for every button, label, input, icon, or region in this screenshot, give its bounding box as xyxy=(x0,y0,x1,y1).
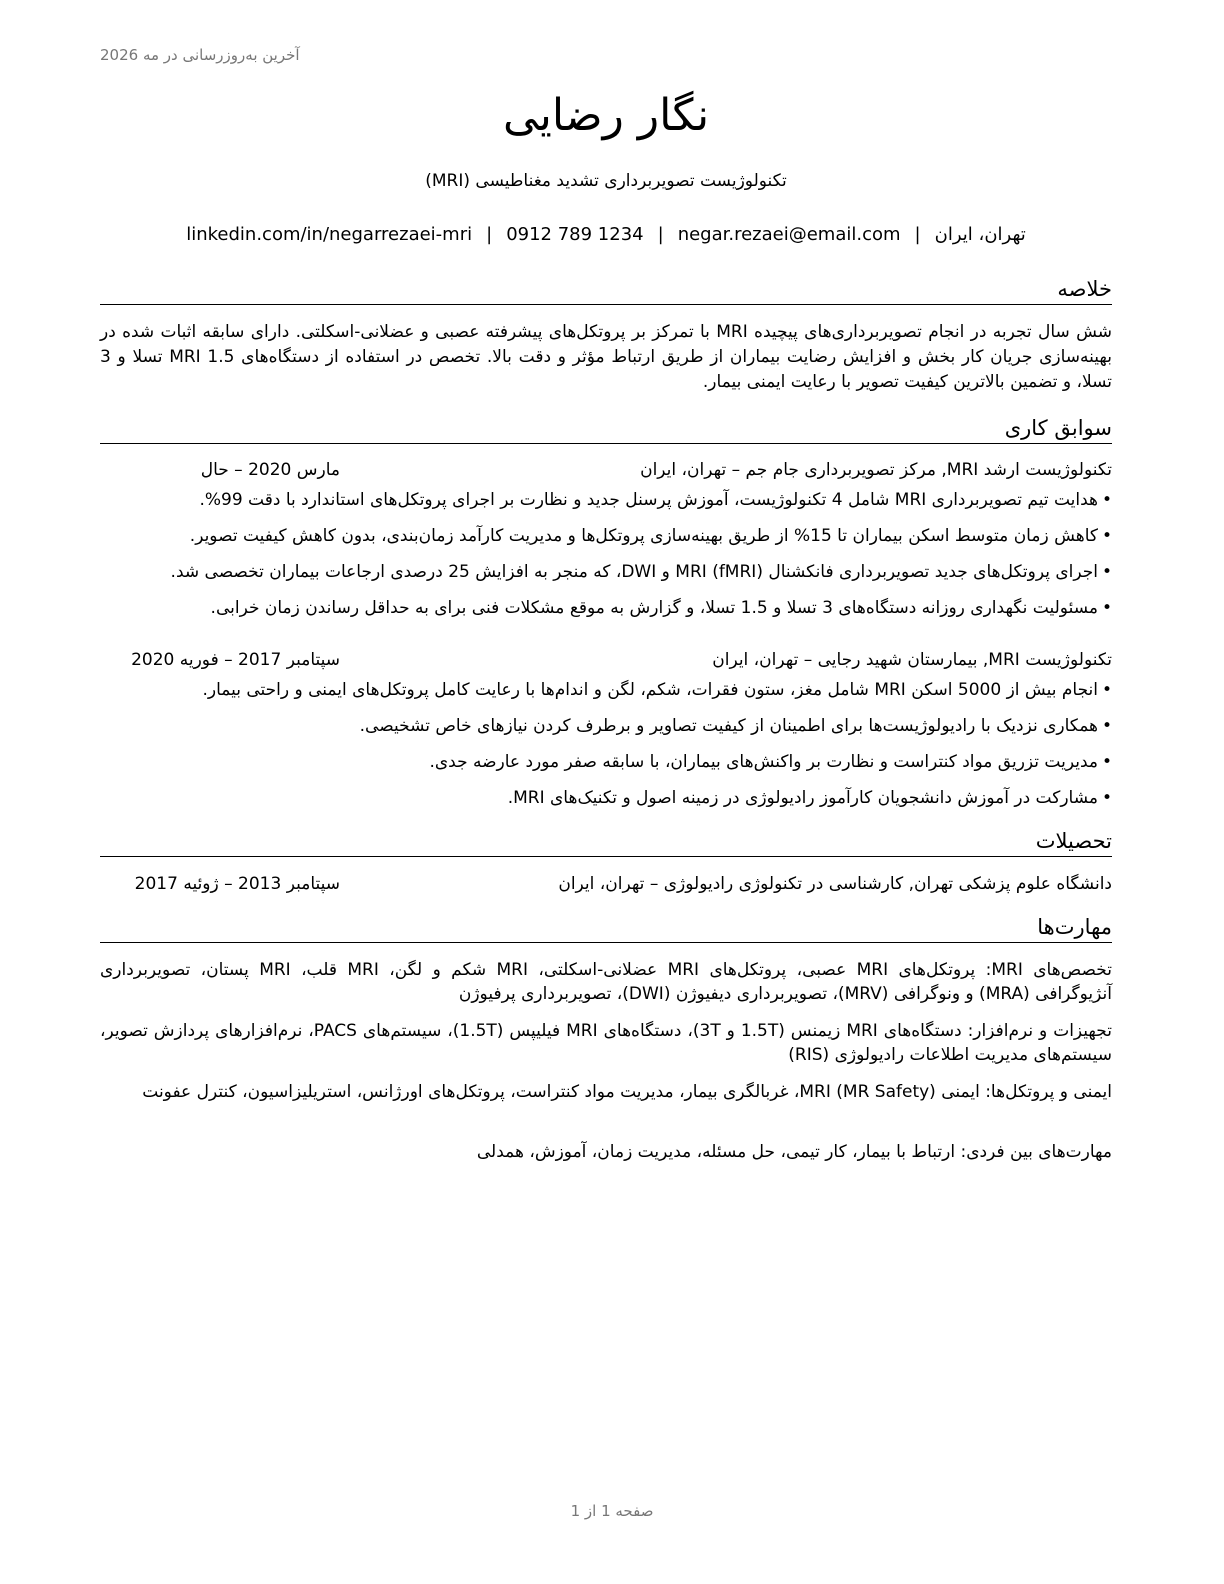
job-bullets xyxy=(94,488,1112,632)
bullet-icon: • xyxy=(1101,490,1112,510)
bullet-text: مسئولیت نگهداری روزانه دستگاه‌های 3 تسلا و 1.5 تسلا، و گزارش به موقع مشکلات فنی برای به حداقل رساندن زمان خرابی. xyxy=(210,598,1098,618)
list-item xyxy=(94,524,1112,560)
contact-separator: | xyxy=(914,224,921,245)
list-item xyxy=(94,786,1112,822)
job-dates: مارس 2020 – حال xyxy=(200,460,340,480)
job-header xyxy=(100,458,1112,482)
summary-text: شش سال تجربه در انجام تصویربرداری‌های پیچیده MRI با تمرکز بر پروتکل‌های پیشرفته عصبی و عضلانی-اسکلتی. دارای سابقه اثبات شده در بهینه‌سازی جریان کار بخش و افزایش رضایت بیماران از طریق ارتباط مؤثر و دقت بالا. تخصص در استفاده از دستگاه‌های MRI 1.5 تسلا و 3 تسلا، و تضمین بالاترین کیفیت تصویر با رعایت ایمنی بیمار. xyxy=(100,322,1112,392)
contact-linkedin[interactable]: linkedin.com/in/negarrezaei-mri xyxy=(186,224,473,245)
section-title-education: تحصیلات xyxy=(100,828,1112,857)
education-dates: سپتامبر 2013 – ژوئیه 2017 xyxy=(134,874,340,894)
contact-line xyxy=(100,224,1112,245)
education-title: دانشگاه علوم پزشکی تهران, کارشناسی در تکنولوژی رادیولوژی – تهران، ایران xyxy=(558,874,1112,894)
bullet-icon: • xyxy=(1101,716,1112,736)
bullet-text: کاهش زمان متوسط اسکن بیماران تا 15% از طریق بهینه‌سازی پروتکل‌ها و مدیریت کارآمد زمان‌بندی، بدون کاهش کیفیت تصویر. xyxy=(189,526,1098,546)
bullet-icon: • xyxy=(1101,788,1112,808)
contact-separator: | xyxy=(657,224,664,245)
last-updated-note: آخرین به‌روزرسانی در مه 2026 xyxy=(100,46,300,64)
bullet-icon: • xyxy=(1101,562,1112,582)
bullet-icon: • xyxy=(1101,598,1112,618)
list-item xyxy=(94,596,1112,632)
contact-email[interactable]: negar.rezaei@email.com xyxy=(677,224,901,245)
skill-line: مهارت‌های بین فردی: ارتباط با بیمار، کار تیمی، حل مسئله، مدیریت زمان، آموزش، همدلی xyxy=(476,1142,1112,1162)
job-header xyxy=(100,648,1112,672)
page-number: صفحه 1 از 1 xyxy=(570,1502,654,1520)
list-item xyxy=(94,714,1112,750)
list-item xyxy=(94,678,1112,714)
job-title: تکنولوژیست ارشد MRI, مرکز تصویربرداری جام جم – تهران، ایران xyxy=(640,460,1112,480)
contact-separator: | xyxy=(486,224,493,245)
skill-line: تخصص‌های MRI: پروتکل‌های MRI عصبی، پروتکل‌های MRI عضلانی-اسکلتی، MRI شکم و لگن، MRI قلب، MRI پستان، تصویربرداری آنژیوگرافی (MRA) و ونوگرافی (MRV)، تصویربرداری دیفیوژن (DWI)، تصویربرداری پرفیوژن xyxy=(100,960,1112,1004)
bullet-text: اجرای پروتکل‌های جدید تصویربرداری فانکشنال (MRI (fMRI و DWI، که منجر به افزایش 25 درصدی ارجاعات بیماران تخصصی شد. xyxy=(170,562,1098,582)
list-item xyxy=(94,560,1112,596)
education-entry xyxy=(100,872,1112,896)
skill-line: ایمنی و پروتکل‌ها: ایمنی MRI (MR Safety)، غربالگری بیمار، مدیریت مواد کنتراست، پروتکل‌های اورژانس، استریلیزاسیون، کنترل عفونت xyxy=(142,1082,1112,1102)
job-dates: سپتامبر 2017 – فوریه 2020 xyxy=(131,650,340,670)
contact-location: تهران، ایران xyxy=(934,224,1026,245)
bullet-icon: • xyxy=(1101,752,1112,772)
section-title-summary: خلاصه xyxy=(100,276,1112,305)
section-title-skills: مهارت‌ها xyxy=(100,914,1112,943)
contact-phone: 0912 789 1234 xyxy=(506,224,644,245)
candidate-subtitle: تکنولوژیست تصویربرداری تشدید مغناطیسی (MRI) xyxy=(425,171,787,191)
job-title: تکنولوژیست MRI, بیمارستان شهید رجایی – تهران، ایران xyxy=(712,650,1112,670)
section-title-experience: سوابق کاری xyxy=(100,415,1112,444)
bullet-text: مشارکت در آموزش دانشجویان کارآموز رادیولوژی در زمینه اصول و تکنیک‌های MRI. xyxy=(507,788,1098,808)
bullet-text: مدیریت تزریق مواد کنتراست و نظارت بر واکنش‌های بیماران، با سابقه صفر مورد عارضه جدی. xyxy=(429,752,1098,772)
list-item xyxy=(94,488,1112,524)
skill-line: تجهیزات و نرم‌افزار: دستگاه‌های MRI زیمنس (1.5T و 3T)، دستگاه‌های MRI فیلیپس (1.5T)، سیستم‌های PACS، نرم‌افزارهای پردازش تصویر، سیستم‌های مدیریت اطلاعات رادیولوژی (RIS) xyxy=(100,1021,1112,1065)
bullet-text: انجام بیش از 5000 اسکن MRI شامل مغز، ستون فقرات، شکم، لگن و اندام‌ها با رعایت کامل پروتکل‌های ایمنی و راحتی بیمار. xyxy=(202,680,1098,700)
job-bullets xyxy=(94,678,1112,822)
bullet-text: هدایت تیم تصویربرداری MRI شامل 4 تکنولوژیست، آموزش پرسنل جدید و نظارت بر اجرای پروتکل‌های استاندارد با دقت 99%. xyxy=(199,490,1098,510)
list-item xyxy=(94,750,1112,786)
candidate-name: نگار رضایی xyxy=(502,90,710,141)
bullet-icon: • xyxy=(1101,680,1112,700)
bullet-icon: • xyxy=(1101,526,1112,546)
bullet-text: همکاری نزدیک با رادیولوژیست‌ها برای اطمینان از کیفیت تصاویر و برطرف کردن نیازهای خاص تشخیصی. xyxy=(359,716,1098,736)
